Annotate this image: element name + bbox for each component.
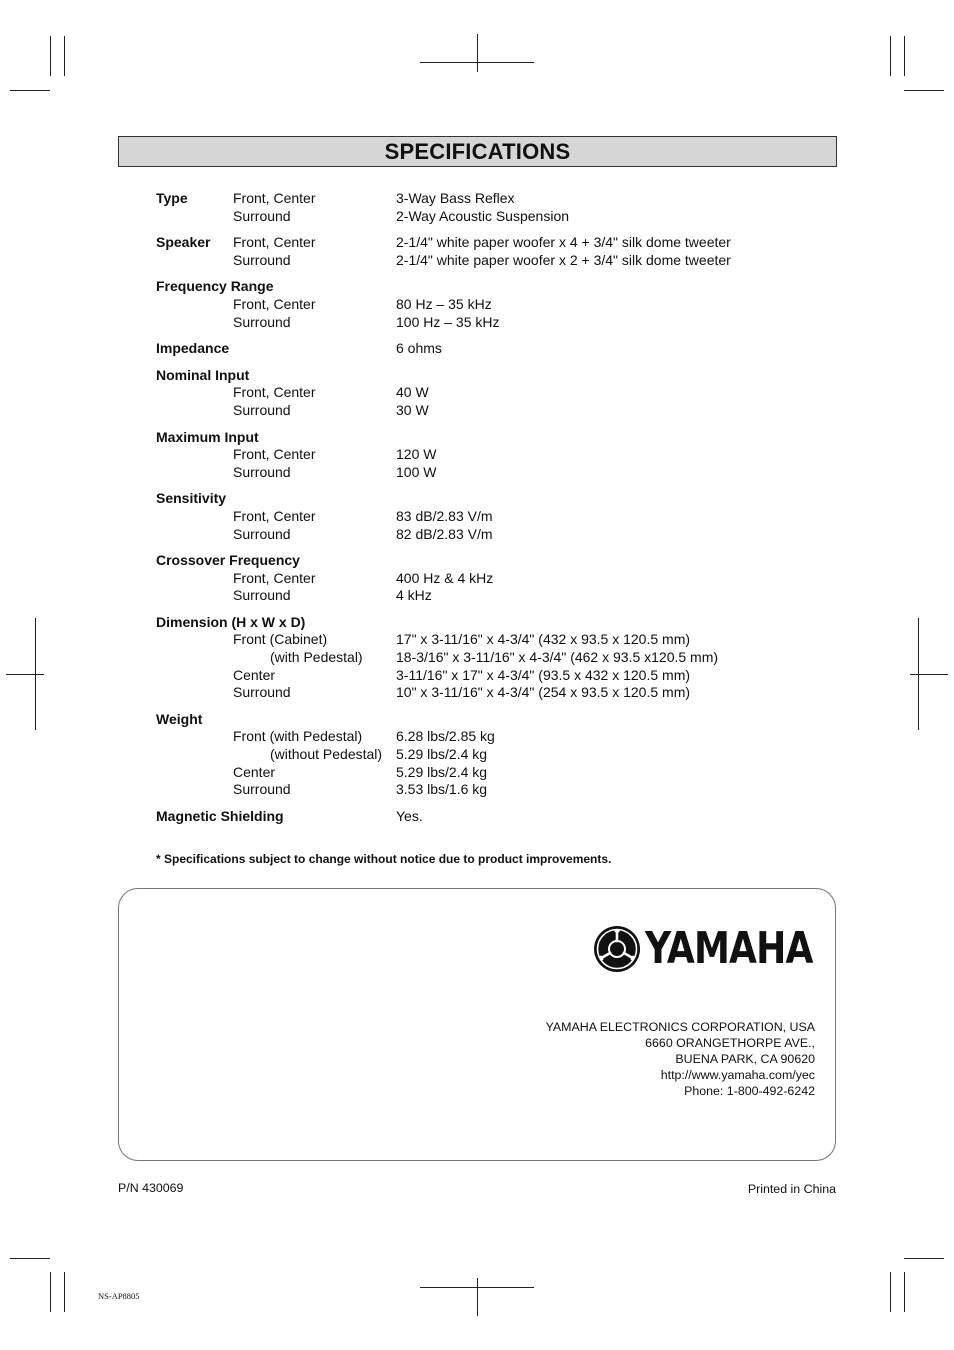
spec-value: 100 W	[396, 463, 437, 480]
spec-value: 30 W	[396, 401, 429, 418]
spec-value: 82 dB/2.83 V/m	[396, 525, 493, 542]
address-line: 6660 ORANGETHORPE AVE.,	[645, 1036, 815, 1050]
spec-value: 120 W	[396, 446, 437, 463]
spec-sublabel: Surround	[233, 207, 291, 224]
spec-row	[156, 631, 796, 649]
spec-sublabel: (without Pedestal)	[270, 746, 383, 763]
page-title: SPECIFICATIONS	[118, 136, 837, 167]
spec-label: Weight	[156, 710, 203, 727]
spec-row	[156, 570, 796, 588]
company-address	[546, 1019, 815, 1099]
spec-row	[156, 781, 796, 799]
model-code: NS-AP8805	[98, 1291, 140, 1301]
spec-sublabel: Front (with Pedestal)	[233, 728, 363, 745]
spec-value: 3-Way Bass Reflex	[396, 190, 515, 206]
spec-row	[156, 587, 796, 605]
spec-row	[156, 208, 796, 226]
address-line: YAMAHA ELECTRONICS CORPORATION, USA	[545, 1020, 815, 1034]
spec-row	[156, 314, 796, 332]
spec-sublabel: Front (Cabinet)	[233, 631, 328, 648]
spec-sublabel: Front, Center	[233, 446, 316, 463]
spec-row	[156, 711, 796, 729]
spec-row	[156, 252, 796, 270]
spec-value: 2-1/4" white paper woofer x 4 + 3/4" silk dome tweeter	[396, 234, 731, 251]
spec-value: 83 dB/2.83 V/m	[396, 507, 493, 524]
spec-label: Crossover Frequency	[156, 552, 300, 569]
spec-sublabel: Surround	[233, 401, 291, 418]
spec-sublabel: Center	[233, 666, 276, 683]
spec-value: 5.29 lbs/2.4 kg	[396, 746, 488, 763]
spec-value: 3.53 lbs/1.6 kg	[396, 781, 488, 798]
spec-sublabel: Surround	[233, 781, 291, 798]
spec-sublabel: (with Pedestal)	[270, 649, 363, 666]
spec-sublabel: Surround	[233, 684, 291, 701]
spec-row	[156, 296, 796, 314]
spec-value: 5.29 lbs/2.4 kg	[396, 763, 488, 780]
spec-value: 40 W	[396, 384, 429, 401]
spec-group	[156, 367, 796, 420]
spec-value: 100 Hz – 35 kHz	[396, 313, 500, 330]
spec-row	[156, 384, 796, 402]
spec-sublabel: Front, Center	[233, 569, 316, 586]
spec-value: 6 ohms	[396, 340, 442, 357]
spec-row	[156, 429, 796, 447]
address-line: Phone: 1-800-492-6242	[684, 1084, 815, 1098]
spec-value: 18-3/16" x 3-11/16" x 4-3/4" (462 x 93.5 x120.5 mm)	[396, 649, 719, 666]
spec-value: Yes.	[396, 807, 423, 824]
address-line: BUENA PARK, CA 90620	[675, 1052, 815, 1066]
spec-label: Frequency Range	[156, 278, 274, 295]
spec-sublabel: Surround	[233, 251, 291, 268]
address-line[interactable]: http://www.yamaha.com/yec	[660, 1068, 815, 1082]
spec-sublabel: Surround	[233, 525, 291, 542]
spec-label: Type	[156, 190, 188, 206]
spec-row	[156, 667, 796, 685]
tuning-fork-emblem-icon	[593, 925, 641, 973]
spec-group	[156, 552, 796, 605]
spec-sublabel: Front, Center	[233, 384, 316, 401]
spec-label: Magnetic Shielding	[156, 807, 284, 824]
spec-value: 2-1/4" white paper woofer x 2 + 3/4" silk dome tweeter	[396, 251, 731, 268]
spec-row	[156, 614, 796, 632]
spec-row	[156, 746, 796, 764]
spec-row	[156, 278, 796, 296]
yamaha-logo	[593, 925, 815, 973]
spec-sublabel: Surround	[233, 463, 291, 480]
spec-sublabel: Surround	[233, 587, 291, 604]
spec-sublabel: Front, Center	[233, 295, 316, 312]
spec-label: Dimension (H x W x D)	[156, 613, 306, 630]
spec-row	[156, 684, 796, 702]
spec-group	[156, 340, 796, 358]
printed-in: Printed in China	[747, 1182, 836, 1196]
spec-group	[156, 711, 796, 799]
spec-row	[156, 764, 796, 782]
brand-wordmark: YAMAHA	[645, 923, 813, 974]
spec-row	[156, 464, 796, 482]
spec-row	[156, 340, 796, 358]
spec-value: 6.28 lbs/2.85 kg	[396, 728, 495, 745]
spec-row	[156, 552, 796, 570]
spec-sublabel: Surround	[233, 313, 291, 330]
spec-value: 80 Hz – 35 kHz	[396, 295, 492, 312]
spec-row	[156, 402, 796, 420]
spec-group	[156, 429, 796, 482]
spec-group	[156, 190, 796, 225]
spec-group	[156, 278, 796, 331]
spec-sublabel: Front, Center	[233, 190, 316, 206]
spec-label: Speaker	[156, 234, 211, 251]
spec-row	[156, 190, 796, 208]
spec-value: 10" x 3-11/16" x 4-3/4" (254 x 93.5 x 120.5 mm)	[396, 684, 691, 701]
spec-row	[156, 728, 796, 746]
spec-row	[156, 234, 796, 252]
spec-group	[156, 614, 796, 702]
company-info-box	[118, 888, 836, 1161]
spec-row	[156, 649, 796, 667]
spec-value: 17" x 3-11/16" x 4-3/4" (432 x 93.5 x 120.5 mm)	[396, 631, 691, 648]
spec-value: 400 Hz & 4 kHz	[396, 569, 494, 586]
footnote: * Specifications subject to change without notice due to product improvements.	[156, 852, 612, 866]
spec-group	[156, 808, 796, 826]
spec-sublabel: Front, Center	[233, 234, 316, 251]
spec-sublabel: Center	[233, 763, 276, 780]
spec-row	[156, 446, 796, 464]
spec-label: Sensitivity	[156, 490, 227, 507]
spec-sublabel: Front, Center	[233, 507, 316, 524]
spec-group	[156, 234, 796, 269]
spec-value: 3-11/16" x 17" x 4-3/4" (93.5 x 432 x 120.5 mm)	[396, 666, 691, 683]
spec-row	[156, 526, 796, 544]
specifications-list	[156, 190, 796, 834]
part-number: P/N 430069	[118, 1181, 184, 1195]
spec-row	[156, 508, 796, 526]
spec-label: Impedance	[156, 340, 230, 357]
spec-value: 2-Way Acoustic Suspension	[396, 207, 570, 224]
spec-row	[156, 490, 796, 508]
spec-value: 4 kHz	[396, 587, 432, 604]
spec-group	[156, 490, 796, 543]
spec-row	[156, 808, 796, 826]
spec-row	[156, 367, 796, 385]
spec-label: Nominal Input	[156, 366, 250, 383]
spec-label: Maximum Input	[156, 428, 259, 445]
